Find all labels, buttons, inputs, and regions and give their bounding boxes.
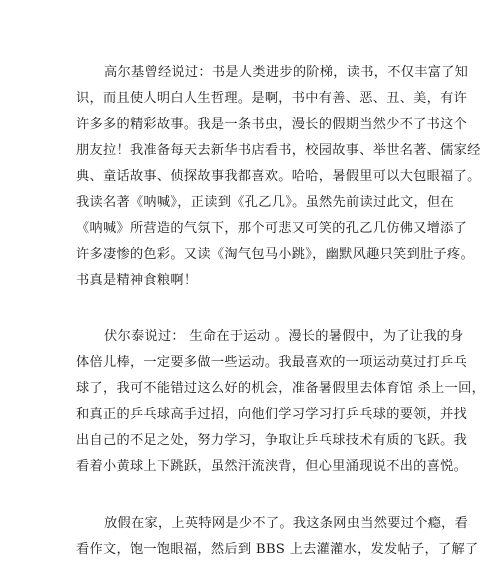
text-line: 和真正的乒乓球高手过招，向他们学习学习打乒乓球的要领，并找 bbox=[76, 407, 468, 422]
text-line: 书真是精神食粮啊！ bbox=[76, 273, 198, 288]
text-line: 看着小黄球上下跳跃，虽然汗流浃背，但心里涌现说不出的喜悦。 bbox=[76, 459, 468, 474]
text-line: 《呐喊》所营造的气氛下，那个可悲又可笑的孔乙几仿佛又增添了 bbox=[76, 221, 468, 236]
text-line: 我读名著《呐喊》，正读到《孔乙几》。虽然先前读过此文，但在 bbox=[76, 195, 454, 210]
paragraph-reading bbox=[76, 60, 481, 294]
paragraph-internet bbox=[76, 511, 479, 563]
text-line: 放假在家，上英特网是少不了。我这条网虫当然要过个瘾，看 bbox=[104, 516, 469, 531]
text-line: 球了，我可不能错过这么好的机会，准备暑假里去体育馆 杀上一回， bbox=[76, 381, 486, 396]
text-line: 出自己的不足之处，努力学习，争取让乒乓球技术有质的飞跃。我 bbox=[76, 433, 468, 448]
text-line: 高尔基曾经说过：书是人类进步的阶梯，读书，不仅丰富了知 bbox=[104, 65, 469, 80]
text-line: 看作文，饱一饱眼福，然后到 BBS 上去灌灌水，发发帖子，了解了 bbox=[76, 542, 479, 557]
text-line: 体倍儿棒，一定要多做一些运动。我最喜欢的一项运动莫过打乒乓 bbox=[76, 355, 468, 370]
text-line: 朋友拉！我准备每天去新华书店看书，校园故事、举世名著、儒家经 bbox=[76, 143, 481, 158]
text-line: 典、童话故事、侦探故事我都喜欢。哈哈，暑假里可以大包眼福了。 bbox=[76, 169, 481, 184]
text-line: 许多多的精彩故事。我是一条书虫，漫长的假期当然少不了书这个 bbox=[76, 117, 468, 132]
text-line: 伏尔泰说过： 生命在于运动 。漫长的暑假中，为了让我的身 bbox=[104, 329, 464, 344]
text-line: 识，而且使人明白人生哲理。是啊，书中有善、恶、丑、美，有许 bbox=[76, 91, 468, 106]
paragraph-exercise bbox=[76, 324, 486, 480]
text-line: 许多凄惨的色彩。又读《淘气包马小跳》，幽默风趣只笑到肚子疼。 bbox=[76, 247, 475, 262]
